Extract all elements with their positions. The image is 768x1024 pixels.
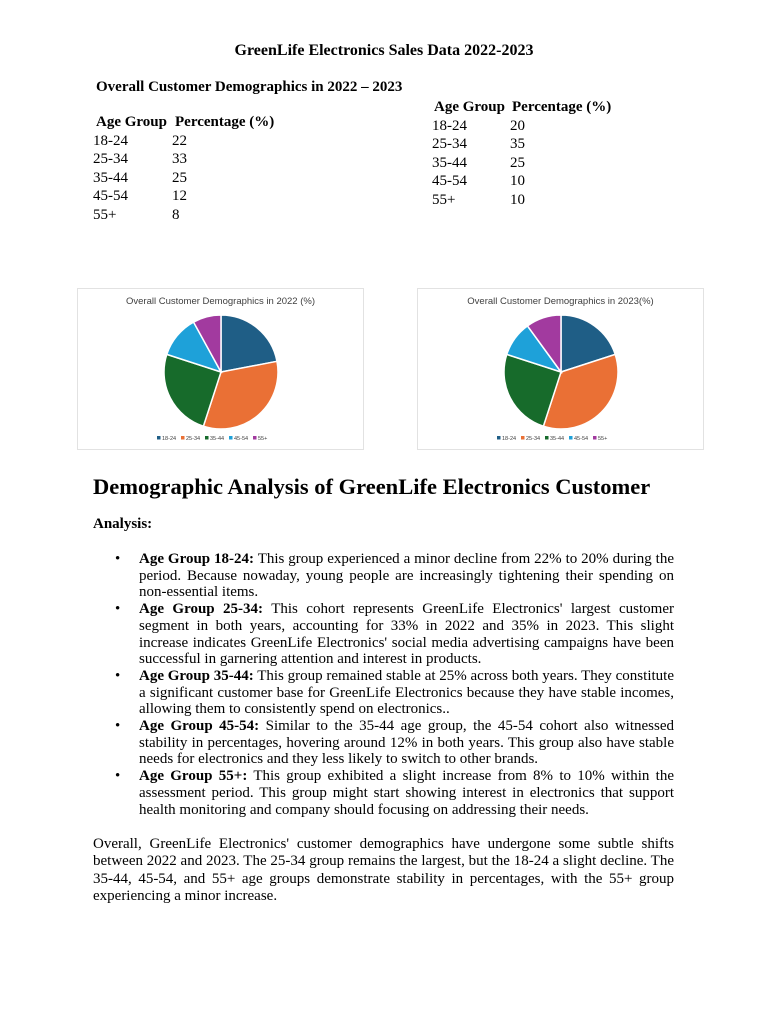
- table-header: [432, 98, 611, 117]
- cell-percentage: 33: [172, 151, 187, 168]
- legend-label: 25-34: [526, 436, 541, 442]
- cell-age-group: 55+: [93, 206, 117, 223]
- item-label: Age Group 35-44:: [139, 667, 254, 684]
- header-percentage: Percentage (%): [512, 99, 612, 115]
- legend-swatch: [205, 436, 209, 440]
- table-row: [432, 191, 611, 210]
- conclusion-paragraph: Overall, GreenLife Electronics' customer demographics have undergone some subtle shifts between 2022 and 2023. The 25-34 group remains the largest, but the 18-24 a slight decline. The 35-44, 45-54, and 55+ age groups demonstrate stability in percentages, with the 55+ group experiencing a minor increase.: [93, 836, 674, 905]
- item-text: This group experienced a minor decline from 22% to 20% during the period. Because nowaday, young people are increasingly tightening their spending on non-essential items.: [139, 551, 674, 601]
- legend-label: 25-34: [186, 436, 201, 442]
- pie-chart-2023: [417, 288, 704, 450]
- table-2022: [93, 113, 274, 225]
- analysis-label: Analysis:: [93, 516, 153, 532]
- list-item: [115, 718, 674, 768]
- item-label: Age Group 18-24:: [139, 551, 255, 567]
- cell-percentage: 12: [172, 188, 187, 205]
- table-row: [432, 117, 611, 136]
- cell-percentage: 10: [510, 173, 525, 190]
- cell-age-group: 45-54: [93, 188, 128, 205]
- cell-percentage: 35: [510, 136, 525, 153]
- pie-chart-2022: [77, 288, 364, 450]
- table-row: [432, 135, 611, 154]
- table-row: [93, 187, 274, 206]
- table-row: [432, 172, 611, 191]
- cell-percentage: 8: [172, 206, 180, 223]
- table-row: [93, 169, 274, 188]
- table-2023: [432, 98, 611, 210]
- legend-label: 35-44: [210, 436, 225, 442]
- header-percentage: Percentage (%): [175, 114, 275, 130]
- bullet-icon: •: [115, 551, 121, 567]
- legend-swatch: [157, 436, 161, 440]
- item-text: This cohort represents GreenLife Electronics' largest customer segment in both years, accounting for 33% in 2022 and 35% in 2023. This slight increase indicates GreenLife Electronics' social media advertising campaigns have been successful in garnering attention and interest in products.: [139, 601, 674, 668]
- legend-label: 45-54: [574, 436, 589, 442]
- cell-percentage: 20: [510, 117, 525, 134]
- chart-title: Overall Customer Demographics in 2022 (%): [125, 296, 316, 307]
- legend-label: 55+: [598, 436, 608, 442]
- legend-swatch: [253, 436, 257, 440]
- legend-swatch: [181, 436, 185, 440]
- legend-label: 45-54: [234, 436, 249, 442]
- item-label: Age Group 55+:: [139, 768, 248, 785]
- legend-swatch: [593, 436, 597, 440]
- list-item: [115, 668, 674, 718]
- cell-age-group: 18-24: [432, 117, 467, 134]
- item-text: Similar to the 35-44 age group, the 45-54 cohort also witnessed stability in percentages, hovering around 12% in both years. This group also have stable needs for electronics and they less likely to switch to other brands.: [139, 718, 674, 768]
- legend-label: 18-24: [502, 436, 517, 442]
- section-subtitle: Overall Customer Demographics in 2022 – 2023: [96, 79, 403, 95]
- table-row: [93, 206, 274, 225]
- cell-age-group: 25-34: [432, 136, 467, 153]
- legend-swatch: [229, 436, 233, 440]
- header-age-group: Age Group: [434, 99, 505, 115]
- cell-age-group: 18-24: [93, 132, 128, 149]
- cell-percentage: 25: [510, 154, 525, 171]
- legend-swatch: [497, 436, 501, 440]
- pie-chart-2023-svg: [418, 289, 703, 449]
- legend-label: 18-24: [162, 436, 177, 442]
- cell-percentage: 22: [172, 132, 187, 149]
- cell-percentage: 10: [510, 191, 525, 208]
- cell-age-group: 25-34: [93, 151, 128, 168]
- item-label: Age Group 45-54:: [139, 718, 260, 735]
- legend-label: 35-44: [550, 436, 565, 442]
- bullet-icon: •: [115, 718, 121, 735]
- list-item: [115, 551, 674, 601]
- table-row: [93, 150, 274, 169]
- table-row: [432, 154, 611, 173]
- analysis-heading: Demographic Analysis of GreenLife Electronics Customer: [93, 474, 651, 499]
- analysis-list: [115, 551, 674, 818]
- pie-chart-2022-svg: [78, 289, 363, 449]
- legend-label: 55+: [258, 436, 268, 442]
- bullet-icon: •: [115, 601, 121, 618]
- cell-age-group: 45-54: [432, 173, 467, 190]
- bullet-icon: •: [115, 667, 121, 684]
- legend-swatch: [569, 436, 573, 440]
- page-title: GreenLife Electronics Sales Data 2022-2023: [234, 42, 534, 59]
- table-row: [93, 132, 274, 151]
- table-header: [93, 113, 274, 132]
- list-item: [115, 601, 674, 668]
- list-item: [115, 768, 674, 818]
- item-label: Age Group 25-34:: [139, 601, 264, 618]
- chart-title: Overall Customer Demographics in 2023(%): [467, 296, 654, 307]
- cell-age-group: 55+: [432, 191, 456, 208]
- cell-percentage: 25: [172, 169, 187, 186]
- cell-age-group: 35-44: [93, 169, 128, 186]
- header-age-group: Age Group: [96, 114, 167, 130]
- item-text: This group exhibited a slight increase from 8% to 10% within the assessment period. This group might start showing interest in electronics that support health monitoring and company should focusing on addressing their needs.: [139, 768, 674, 818]
- legend-swatch: [545, 436, 549, 440]
- legend-swatch: [521, 436, 525, 440]
- bullet-icon: •: [115, 768, 121, 785]
- item-text: This group remained stable at 25% across both years. They constitute a significant customer base for GreenLife Electronics because they have stable incomes, allowing them to consistently spend on electronics..: [139, 667, 674, 718]
- cell-age-group: 35-44: [432, 154, 467, 171]
